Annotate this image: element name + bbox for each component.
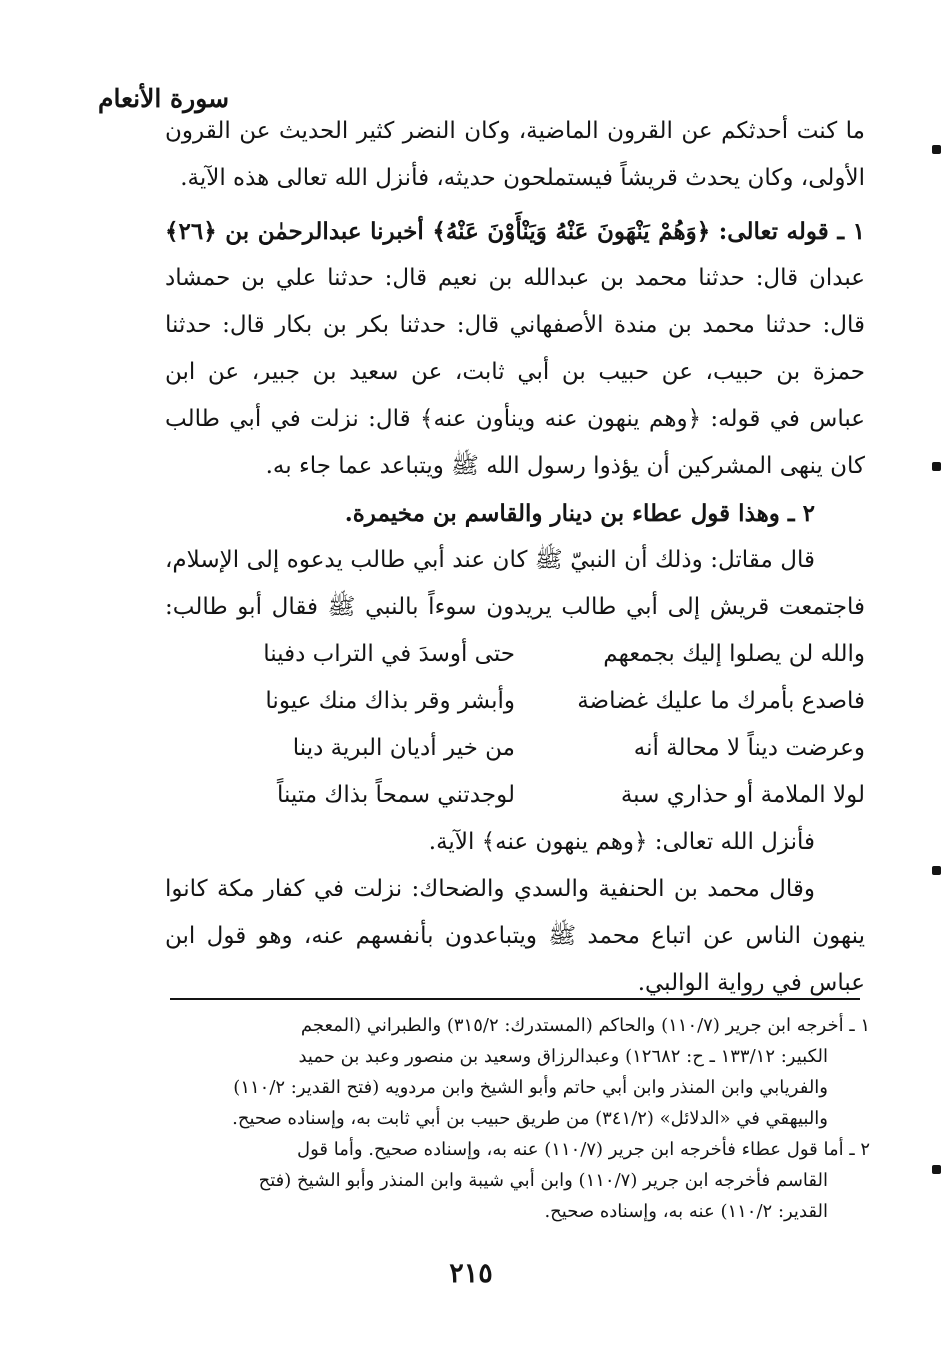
poem-first-hemistich: فاصدع بأمرك ما عليك غضاضة [577, 688, 865, 714]
item-2: ٢ ـ وهذا قول عطاء بن دينار والقاسم بن مخيمرة. [344, 500, 815, 527]
footnote-line: ٢ ـ أما قول عطاء فأخرجه ابن جرير (١١٠/٧) عنه به، وإسناده صحيح. وأما قول [297, 1139, 870, 1160]
main-text [165, 108, 865, 1007]
footnote-line: القدير: ١١٠/٢) عنه به، وإسناده صحيح. [544, 1201, 828, 1222]
poem-second-hemistich: وأبشر وقر بذاك منك عيونا [265, 688, 515, 714]
poem-first-hemistich: والله لن يصلوا إليك بجمعهم [603, 641, 865, 667]
text-line: عبدان قال: حدثنا محمد بن عبدالله بن نعيم قال: حدثنا علي بن حمشاد [165, 265, 865, 291]
text-line: كان ينهى المشركين أن يؤذوا رسول الله ﷺ ويتباعد عما جاء به. [265, 453, 865, 479]
text-line: عباس في رواية الوالبي. [637, 970, 865, 996]
poem-first-hemistich: لولا الملامة أو حذاري سبة [620, 782, 865, 808]
margin-mark [932, 866, 941, 875]
text-line: قال: حدثنا محمد بن مندة الأصفهاني قال: حدثنا بكر بن بكار قال: حدثنا [165, 312, 865, 338]
poem-second-hemistich: حتى أوسدَ في التراب دفينا [263, 641, 515, 667]
footnotes [170, 1010, 870, 1227]
text-line: ما كنت أحدثكم عن القرون الماضية، وكان النضر كثير الحديث عن القرون [165, 118, 865, 144]
running-header: سورة الأنعام [98, 84, 230, 113]
footnote-line: القاسم فأخرجه ابن جرير (١١٠/٧) وابن أبي شيبة وابن المنذر وأبو الشيخ (فتح [258, 1170, 828, 1191]
page-number: ٢١٥ [449, 1258, 493, 1289]
poem-verse [165, 725, 865, 772]
poem-first-hemistich: وعرضت ديناً لا محالة أنه [633, 735, 865, 761]
poem-second-hemistich: من خير أديان البرية دينا [292, 735, 515, 761]
margin-mark [932, 1165, 941, 1174]
text-line: ينهون الناس عن اتباع محمد ﷺ ويتباعدون بأنفسهم عنه، وهو قول ابن [165, 923, 865, 949]
poem-verse [165, 678, 865, 725]
text-line: الأولى، وكان يحدث قريشاً فيستملحون حديثه، فأنزل الله تعالى هذه الآية. [180, 165, 865, 191]
poem-second-hemistich: لوجدتني سمحاً بذاك متيناً [276, 782, 515, 808]
revelation-line: فأنزل الله تعالى: ﴿وهم ينهون عنه﴾ الآية. [428, 829, 815, 855]
poem-verse [165, 772, 865, 819]
footnote-line: والفريابي وابن المنذر وابن أبي حاتم وأبو الشيخ وابن مردويه (فتح القدير: ١١٠/٢) [233, 1077, 828, 1098]
margin-mark [932, 462, 941, 471]
margin-mark [932, 145, 941, 154]
footnote-line: والبيهقي في «الدلائل» (٣٤١/٢) من طريق حبيب بن أبي ثابت به، وإسناده صحيح. [232, 1108, 828, 1129]
verse-heading: ١ ـ قوله تعالى: ﴿وَهُمْ يَنْهَونَ عَنْهُ وَيَنْأَوْنَ عَنْهُ﴾ أخبرنا عبدالرحمٰن بن ﴿٢٦﴾ [165, 218, 865, 245]
text-line: قال مقاتل: وذلك أن النبيّ ﷺ كان عند أبي طالب يدعوه إلى الإسلام، [165, 547, 815, 573]
text-line: فاجتمعت قريش إلى أبي طالب يريدون سوءاً بالنبي ﷺ فقال أبو طالب: [165, 594, 865, 620]
text-line: عباس في قوله: ﴿وهم ينهون عنه وينأون عنه﴾ قال: نزلت في أبي طالب [165, 406, 865, 432]
text-line: وقال محمد بن الحنفية والسدي والضحاك: نزلت في كفار مكة كانوا [165, 876, 815, 902]
footnote-line: الكبير: ١٣٣/١٢ ـ ح: ١٢٦٨٢) وعبدالرزاق وسعيد بن منصور وعبد بن حميد [298, 1046, 828, 1067]
text-line: حمزة بن حبيب، عن حبيب بن أبي ثابت، عن سعيد بن جبير، عن ابن [165, 359, 865, 385]
footnote-line: ١ ـ أخرجه ابن جرير (١١٠/٧) والحاكم (المستدرك: ٣١٥/٢) والطبراني (المعجم [300, 1015, 870, 1036]
footnote-divider [170, 998, 860, 1000]
poem-verse [165, 631, 865, 678]
